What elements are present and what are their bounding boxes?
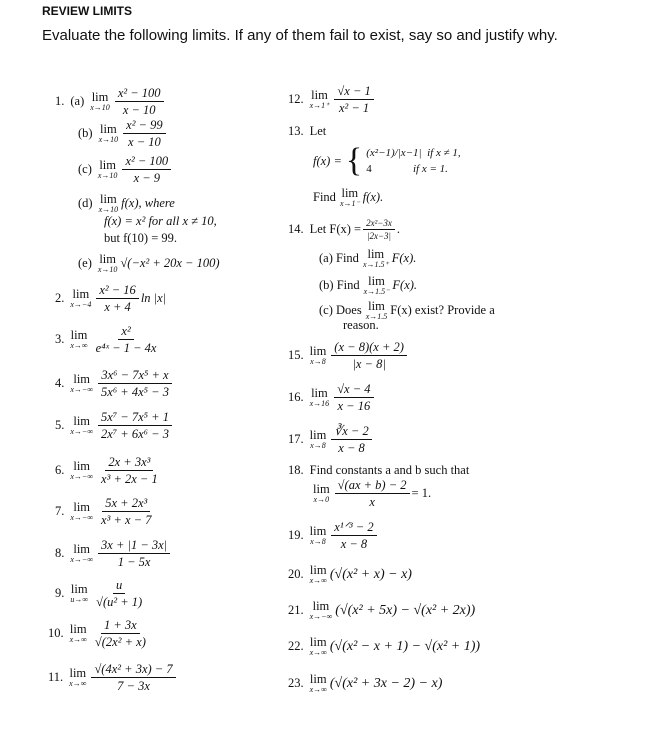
- problem-number: 21.: [288, 603, 304, 617]
- limit-expression: F(x).: [392, 278, 418, 292]
- fraction: $\frac{\text{2x + 3x³}}{\text{x³ + 2x − 1}}$: [101, 455, 158, 486]
- problem-number: 22.: [288, 639, 304, 653]
- problem-number: 23.: [288, 676, 304, 690]
- case-2: 4 if x = 1.: [366, 163, 448, 175]
- equals-one: = 1.: [411, 486, 432, 500]
- limit-operator: lim x→−∞: [70, 500, 94, 522]
- limit-operator: lim x→−∞: [309, 599, 333, 621]
- limit-expression: √(−x² + 20x − 100): [120, 256, 220, 270]
- problem-14: 14. Let F(x) = $\frac{\text{2x²−3x}}{|2x-3|}$ .: [288, 218, 400, 241]
- piecewise-function: [313, 144, 461, 178]
- fraction: $\frac{\text{5x⁷ − 7x⁵ + 1}}{\text{2x⁷ + 6x⁶ − 3}}$: [98, 410, 172, 441]
- limit-operator: lim x→10: [97, 158, 118, 180]
- problem-5: [55, 410, 174, 441]
- problem-number: 14.: [288, 222, 304, 236]
- problem-21: [288, 600, 475, 621]
- limit-operator: lim x→1.5: [365, 299, 388, 321]
- problem-18-limit: [313, 478, 431, 509]
- part-label: (a): [70, 94, 85, 108]
- limit-operator: lim x→−∞: [70, 414, 94, 436]
- instructions: Evaluate the following limits. If any of them fail to exist, say so and justify why.: [42, 27, 558, 44]
- limit-operator: lim x→−∞: [70, 542, 94, 564]
- fraction: $\frac{\text{x² − 99}}{x - 10}$: [123, 118, 165, 149]
- fraction: $\frac{\text{x¹ᐟ³ − 2}}{x - 8}$: [331, 520, 376, 551]
- problem-number: 13.: [288, 124, 304, 138]
- problem-number: 8.: [55, 546, 65, 560]
- limit-operator: lim x→∞: [69, 622, 87, 644]
- limit-operator: lim x→16: [309, 386, 330, 408]
- fraction: $\frac{√x - 4}{x - 16}$: [334, 382, 373, 413]
- fraction: $\frac{3x + |1 - 3x|}{1 - 5x}$: [98, 538, 170, 569]
- problem-text: Find constants a and b such that: [309, 463, 470, 477]
- limit-operator: lim u→∞: [70, 582, 89, 604]
- part-label: (d): [78, 196, 93, 210]
- limit-operator: lim x→−4: [70, 287, 92, 309]
- problem-1c: [78, 154, 173, 185]
- fraction: $\frac{u}{\text{√(u² + 1)}}$: [96, 578, 143, 609]
- fraction: $\frac{\text{x²}}{\text{e⁴ˣ − 1 − 4x}}$: [95, 324, 157, 355]
- limit-operator: lim x→∞: [309, 563, 327, 585]
- problem-7: [55, 496, 157, 527]
- fraction: $\frac{∛x - 2}{x - 8}$: [331, 424, 371, 455]
- function-name: f(x) =: [313, 153, 342, 168]
- limit-operator: lim x→∞: [309, 672, 327, 694]
- problem-14c-reason: reason.: [343, 318, 379, 332]
- problem-number: 6.: [55, 463, 65, 477]
- find-word: Find: [313, 190, 336, 204]
- problem-2: [55, 283, 166, 314]
- limit-operator: lim x→1.5⁺: [362, 247, 389, 269]
- problem-number: 20.: [288, 567, 304, 581]
- problem-number: 7.: [55, 504, 65, 518]
- problem-9: [55, 578, 147, 609]
- limit-operator: lim x→8: [309, 428, 327, 450]
- fraction: $\frac{(x - 8)(x + 2)}{|x - 8|}$: [331, 340, 407, 371]
- fraction: $\frac{1 + 3x}{\text{√(2x² + x)}}$: [94, 618, 146, 649]
- problem-number: 18.: [288, 463, 304, 477]
- problem-16: [288, 382, 376, 413]
- limit-operator: lim x→1⁻: [339, 186, 360, 208]
- part-label: (e): [78, 256, 92, 270]
- problem-4: [55, 368, 174, 399]
- left-brace: {: [345, 142, 363, 179]
- problem-1d: [78, 193, 175, 214]
- problem-number: 2.: [55, 291, 65, 305]
- limit-expression: (√(x² + x) − x): [329, 566, 412, 582]
- part-label: (a) Find: [319, 251, 359, 265]
- problem-13: [288, 124, 326, 138]
- problem-number: 1.: [55, 94, 65, 108]
- limit-operator: lim x→1⁺: [309, 88, 330, 110]
- fraction: $\frac{\text{3x⁶ − 7x⁵ + x}}{\text{5x⁶ + 4x⁵ − 3}}$: [98, 368, 172, 399]
- limit-expression: (√(x² + 3x − 2) − x): [329, 675, 443, 691]
- problem-17: [288, 424, 374, 455]
- limit-operator: lim x→1.5⁻: [363, 274, 390, 296]
- fraction: $\frac{√(ax + b) - 2}{x}$: [335, 478, 410, 509]
- problem-18: [288, 463, 469, 477]
- problem-14b: [319, 275, 417, 296]
- limit-operator: lim x→10: [90, 90, 110, 112]
- problem-12: [288, 84, 376, 115]
- fraction: $\frac{\text{5x + 2x³}}{\text{x³ + x − 7}}$: [101, 496, 152, 527]
- problem-number: 5.: [55, 418, 65, 432]
- question-text: F(x) exist? Provide a: [390, 303, 495, 317]
- page-header: REVIEW LIMITS: [42, 4, 132, 18]
- problem-number: 11.: [48, 670, 64, 684]
- problem-text: Let: [309, 124, 327, 138]
- problem-11: [48, 662, 178, 693]
- problem-13-find: [313, 187, 383, 208]
- problem-number: 10.: [48, 626, 64, 640]
- problem-1a: [55, 86, 166, 117]
- problem-number: 15.: [288, 348, 304, 362]
- problem-3: [55, 324, 161, 355]
- fraction: $\frac{\text{√(4x² + 3x) − 7}}{7 - 3x}$: [91, 662, 175, 693]
- limit-expression: F(x).: [391, 251, 417, 265]
- limit-operator: lim x→10: [98, 122, 119, 144]
- problem-1e: [78, 253, 220, 274]
- problem-8: [55, 538, 172, 569]
- problem-23: [288, 673, 442, 694]
- problem-1b: [78, 118, 168, 149]
- problem-number: 9.: [55, 586, 65, 600]
- problem-19: [288, 520, 379, 551]
- limit-operator: lim x→∞: [69, 666, 87, 688]
- limit-operator: lim x→8: [309, 524, 327, 546]
- part-label: (c): [78, 162, 92, 176]
- fraction: $\frac{\text{2x²−3x}}{|2x-3|}$: [363, 218, 395, 241]
- problem-1d-exception: but f(10) = 99.: [104, 231, 178, 245]
- part-label: (b): [78, 126, 93, 140]
- fraction: $\frac{\text{x² − 100}}{x - 10}$: [115, 86, 164, 117]
- log-factor: ln |x|: [140, 291, 167, 305]
- limit-expression: (√(x² − x + 1) − √(x² + 1)): [329, 638, 481, 654]
- limit-operator: lim x→∞: [70, 328, 88, 350]
- problem-number: 16.: [288, 390, 304, 404]
- problem-number: 4.: [55, 376, 65, 390]
- problem-22: [288, 636, 480, 657]
- problem-number: 3.: [55, 332, 65, 346]
- problem-1d-condition: f(x) = x² for all x ≠ 10,: [104, 214, 217, 228]
- limit-operator: lim x→10: [97, 252, 118, 274]
- limit-operator: lim x→8: [309, 344, 327, 366]
- part-label: (c) Does: [319, 303, 362, 317]
- limit-operator: lim x→−∞: [70, 459, 94, 481]
- problem-number: 17.: [288, 432, 304, 446]
- problem-14a: [319, 248, 416, 269]
- limit-expression: f(x).: [362, 190, 384, 204]
- limit-operator: lim x→10: [98, 192, 119, 214]
- part-label: (b) Find: [319, 278, 360, 292]
- case-1: (x²−1)/|x−1| if x ≠ 1,: [366, 147, 461, 159]
- limit-operator: lim x→0: [313, 482, 330, 504]
- problem-number: 12.: [288, 92, 304, 106]
- cases: [366, 145, 460, 177]
- problem-6: [55, 455, 163, 486]
- limit-operator: lim x→∞: [309, 635, 327, 657]
- fraction: $\frac{√x - 1}{\text{x² − 1}}$: [334, 84, 373, 115]
- problem-number: 19.: [288, 528, 304, 542]
- problem-10: [48, 618, 151, 649]
- problem-text: Let F(x) =: [309, 222, 362, 236]
- problem-20: [288, 564, 412, 585]
- problem-15: [288, 340, 409, 371]
- fraction: $\frac{\text{x² − 100}}{x - 9}$: [122, 154, 171, 185]
- limit-expression: f(x), where: [121, 196, 175, 210]
- fraction: $\frac{\text{x² − 16}}{x + 4}$: [96, 283, 138, 314]
- limit-expression: (√(x² + 5x) − √(x² + 2x)): [335, 602, 476, 618]
- limit-operator: lim x→−∞: [70, 372, 94, 394]
